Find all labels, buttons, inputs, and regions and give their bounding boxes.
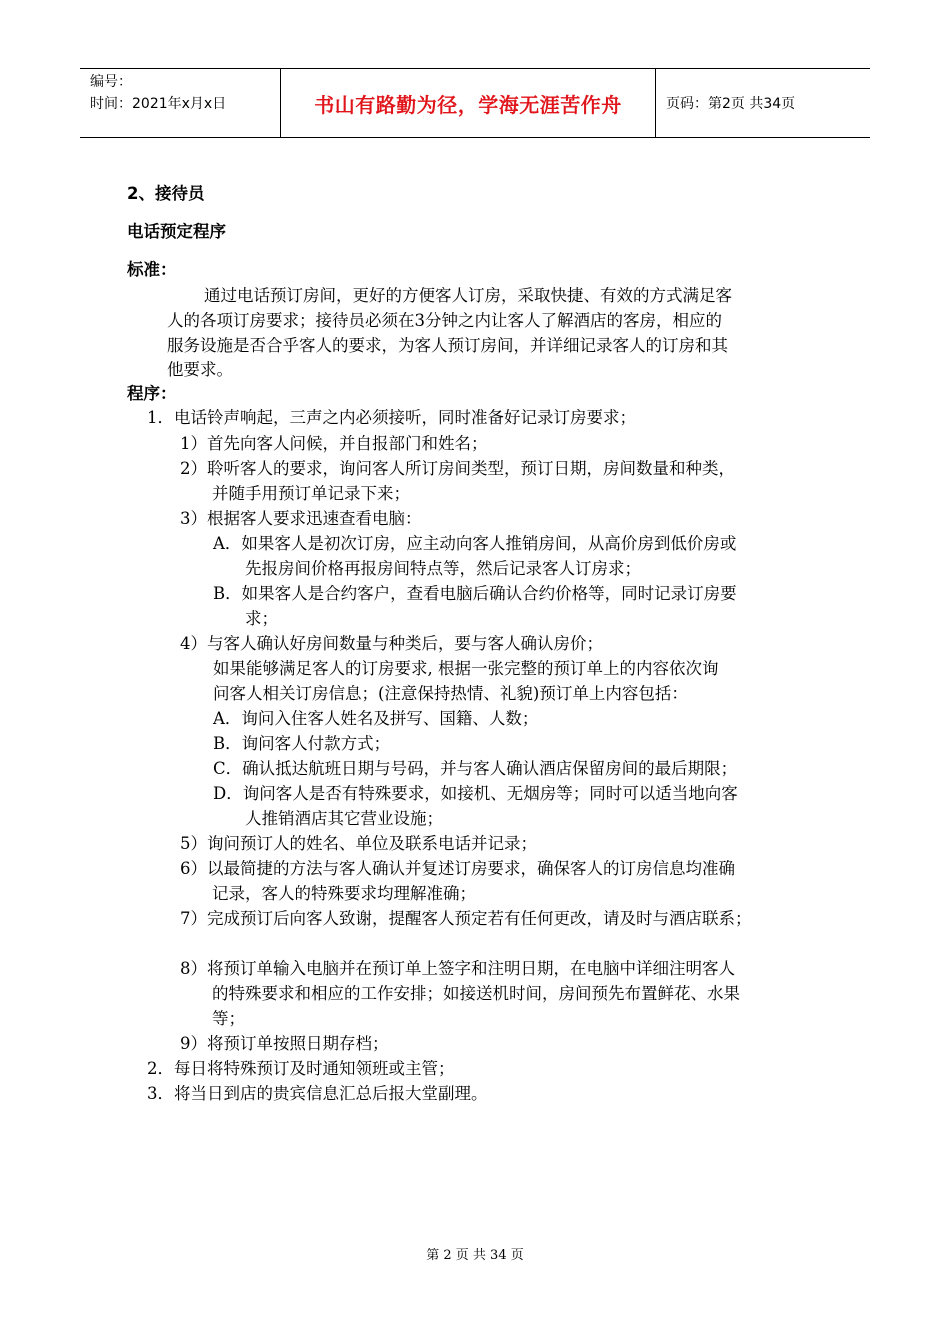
procedure-title: 电话预定程序 [127, 222, 226, 241]
step-line: A．如果客人是初次订房，应主动向客人推销房间，从高价房到低价房或 [213, 534, 737, 553]
standard-line: 服务设施是否合乎客人的要求，为客人预订房间，并详细记录客人的订房和其 [167, 336, 728, 355]
step-line: D．询问客人是否有特殊要求，如接机、无烟房等；同时可以适当地向客 [213, 784, 738, 803]
step-line: 4）与客人确认好房间数量与种类后，要与客人确认房价； [180, 634, 603, 653]
standard-line: 人的各项订房要求；接待员必须在3分钟之内让客人了解酒店的客房，相应的 [167, 311, 722, 330]
step-line: 如果能够满足客人的订房要求, 根据一张完整的预订单上的内容依次询 [213, 659, 719, 678]
step-line: 6）以最简捷的方法与客人确认并复述订房要求，确保客人的订房信息均准确 [180, 859, 735, 878]
step-line: 1）首先向客人问候，并自报部门和姓名； [180, 434, 488, 453]
step-line: 9）将预订单按照日期存档； [180, 1034, 389, 1053]
header-page-info: 页码：第2页 共34页 [666, 96, 796, 112]
step-line: 记录，客人的特殊要求均理解准确； [212, 884, 476, 903]
step-line: 2）聆听客人的要求，询问客人所订房间类型，预订日期，房间数量和种类， [180, 459, 735, 478]
header-meta [80, 69, 280, 137]
step-line: 求； [245, 609, 278, 628]
step-line: 先报房间价格再报房间特点等，然后记录客人订房求； [245, 559, 641, 578]
step-line: 3）根据客人要求迅速查看电脑： [180, 509, 422, 528]
step-line: 并随手用预订单记录下来； [212, 484, 410, 503]
document-date: 时间：2021年x月x日 [90, 96, 227, 112]
page-header [80, 68, 870, 138]
step-line: B．询问客人付款方式； [213, 734, 391, 753]
standard-label: 标准： [127, 260, 177, 279]
standard-line: 他要求。 [167, 360, 233, 379]
step-line: C．确认抵达航班日期与号码，并与客人确认酒店保留房间的最后期限； [213, 759, 738, 778]
step-line: 的特殊要求和相应的工作安排；如接送机时间，房间预先布置鲜花、水果 [212, 984, 740, 1003]
step-line: 5）询问预订人的姓名、单位及联系电话并记录； [180, 834, 537, 853]
program-label: 程序： [127, 384, 177, 403]
step-line: 人推销酒店其它营业设施； [245, 809, 443, 828]
page-footer: 第 2 页 共 34 页 [426, 1248, 524, 1263]
step-line: 问客人相关订房信息；(注意保持热情、礼貌)预订单上内容包括： [213, 684, 688, 703]
step-line: B．如果客人是合约客户，查看电脑后确认合约价格等，同时记录订房要 [213, 584, 737, 603]
header-motto: 书山有路勤为径，学海无涯苦作舟 [280, 69, 656, 137]
step-line: 2．每日将特殊预订及时通知领班或主管； [147, 1059, 455, 1078]
step-line: 1．电话铃声响起，三声之内必须接听，同时准备好记录订房要求； [147, 408, 636, 427]
step-line: A．询问入住客人姓名及拼写、国籍、人数； [213, 709, 539, 728]
step-line: 等； [212, 1009, 245, 1028]
document-number-label: 编号： [90, 74, 132, 90]
step-line: 7）完成预订后向客人致谢，提醒客人预定若有任何更改，请及时与酒店联系； [180, 909, 752, 928]
step-line: 3．将当日到店的贵宾信息汇总后报大堂副理。 [147, 1084, 488, 1103]
standard-line: 通过电话预订房间，更好的方便客人订房，采取快捷、有效的方式满足客 [204, 286, 732, 305]
section-title: 2、接待员 [127, 184, 205, 203]
step-line: 8）将预订单输入电脑并在预订单上签字和注明日期，在电脑中详细注明客人 [180, 959, 735, 978]
